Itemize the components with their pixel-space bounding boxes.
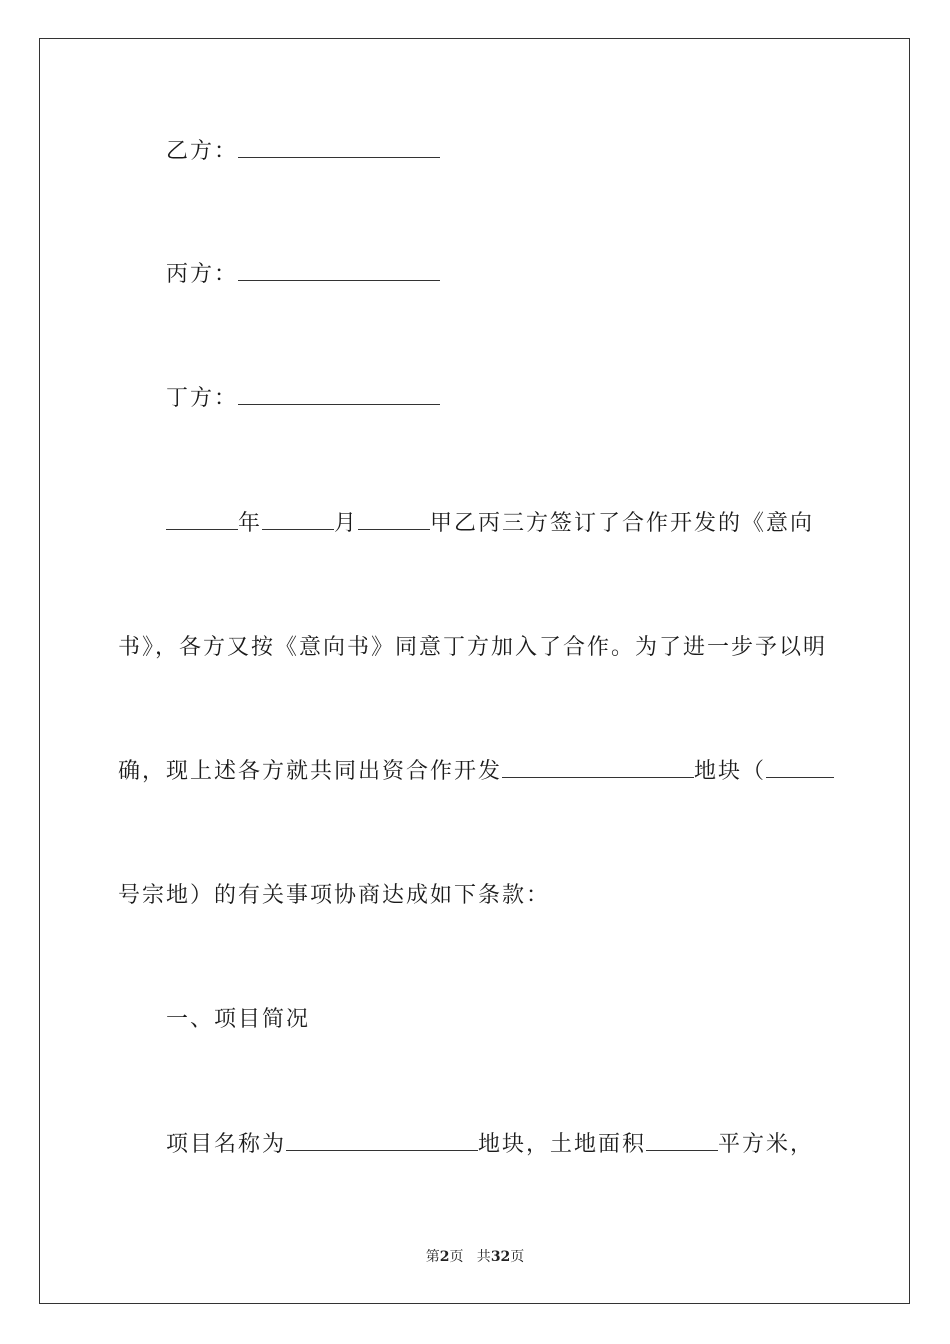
paragraph-line-4 — [118, 881, 550, 911]
paragraph-line-3-plot-label: 地块（ — [694, 759, 767, 784]
paragraph-line-3 — [118, 757, 834, 787]
plot-area-label: 地块，土地面积 — [478, 1132, 647, 1157]
day-blank[interactable] — [358, 509, 430, 530]
party-b-label: 乙方： — [166, 139, 239, 164]
paragraph-line-1-text: 甲乙丙三方签订了合作开发的《意向 — [430, 511, 815, 536]
party-d-blank[interactable] — [238, 384, 440, 405]
page-border — [39, 38, 910, 1304]
party-d-line — [166, 384, 440, 414]
footer-page-mid: 页 共 — [449, 1249, 491, 1265]
plot-number-blank[interactable] — [766, 757, 834, 778]
month-blank[interactable] — [262, 509, 334, 530]
party-c-label: 丙方： — [166, 262, 239, 287]
section-1-heading: 一、项目简况 — [166, 1007, 311, 1032]
paragraph-line-2-text: 书》，各方又按《意向书》同意丁方加入了合作。为了进一步予以明 — [118, 635, 828, 660]
paragraph-line-4-text: 号宗地）的有关事项协商达成如下条款： — [118, 883, 551, 908]
section-heading — [166, 1005, 310, 1035]
project-line — [166, 1130, 814, 1160]
party-d-label: 丁方： — [166, 386, 239, 411]
paragraph-line-2 — [118, 633, 827, 663]
party-c-blank[interactable] — [238, 260, 440, 281]
month-label: 月 — [334, 511, 359, 536]
year-label: 年 — [238, 511, 263, 536]
footer-page-current: 2 — [439, 1249, 450, 1265]
plot-name-blank[interactable] — [502, 757, 694, 778]
area-unit: 平方米， — [718, 1132, 815, 1157]
paragraph-line-1 — [166, 509, 814, 539]
year-blank[interactable] — [166, 509, 238, 530]
footer-page-prefix: 第 — [425, 1249, 440, 1265]
footer-page-total: 32 — [490, 1249, 511, 1265]
paragraph-line-3-text: 确，现上述各方就共同出资合作开发 — [118, 759, 503, 784]
project-name-blank[interactable] — [286, 1130, 478, 1151]
party-c-line — [166, 260, 440, 290]
area-blank[interactable] — [646, 1130, 718, 1151]
footer-page-suffix: 页 — [510, 1249, 525, 1265]
party-b-blank[interactable] — [238, 137, 440, 158]
party-b-line — [166, 137, 440, 167]
project-name-label: 项目名称为 — [166, 1132, 287, 1157]
page-footer — [0, 1247, 950, 1267]
